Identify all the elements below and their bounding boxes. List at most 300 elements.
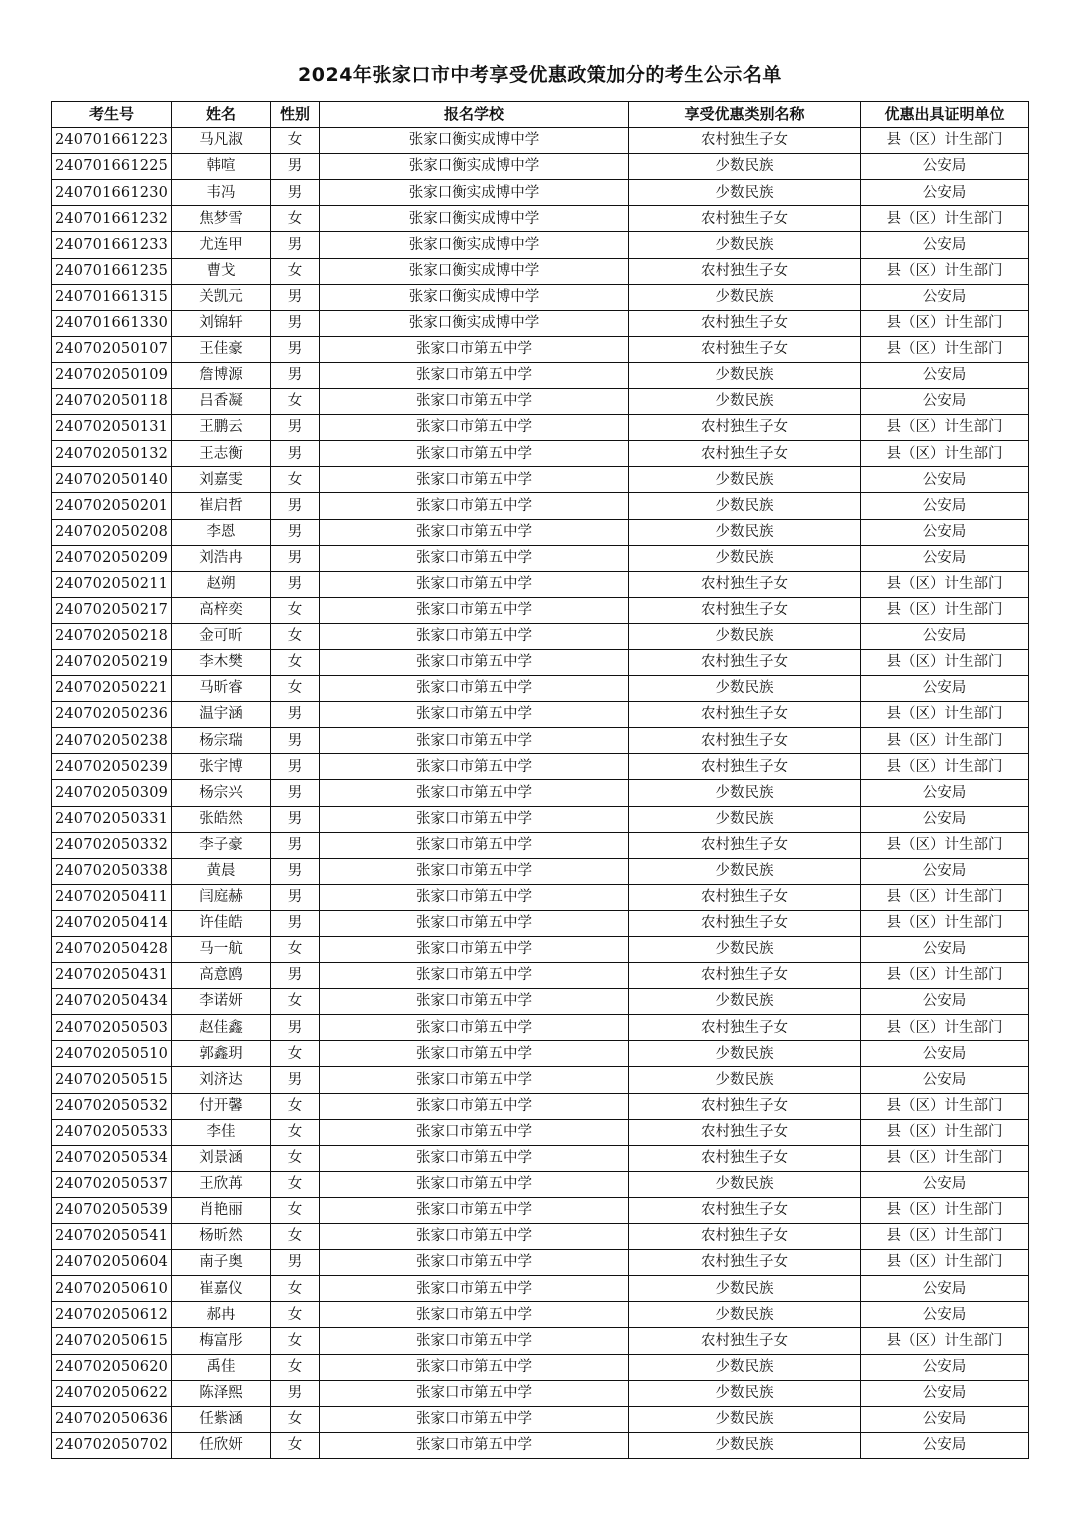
cell-exam-id: 240702050534 xyxy=(52,1145,172,1171)
table-row xyxy=(52,989,1029,1015)
cell-gender: 男 xyxy=(271,519,320,545)
cell-name: 张宇博 xyxy=(172,754,271,780)
cell-exam-id: 240702050541 xyxy=(52,1224,172,1250)
cell-gender: 女 xyxy=(271,1432,320,1458)
cell-gender: 女 xyxy=(271,1328,320,1354)
cell-certifying-unit: 县（区）计生部门 xyxy=(861,128,1029,154)
cell-school: 张家口市第五中学 xyxy=(320,858,629,884)
cell-gender: 女 xyxy=(271,258,320,284)
cell-school: 张家口市第五中学 xyxy=(320,415,629,441)
cell-exam-id: 240702050217 xyxy=(52,597,172,623)
cell-bonus-category: 少数民族 xyxy=(629,1406,861,1432)
cell-exam-id: 240702050604 xyxy=(52,1250,172,1276)
cell-gender: 女 xyxy=(271,1119,320,1145)
cell-name: 黄晨 xyxy=(172,858,271,884)
cell-bonus-category: 少数民族 xyxy=(629,1276,861,1302)
table-row xyxy=(52,963,1029,989)
table-row xyxy=(52,1224,1029,1250)
cell-gender: 女 xyxy=(271,1093,320,1119)
table-row xyxy=(52,1354,1029,1380)
cell-exam-id: 240702050218 xyxy=(52,623,172,649)
cell-name: 马凡淑 xyxy=(172,128,271,154)
cell-exam-id: 240702050309 xyxy=(52,780,172,806)
table-row xyxy=(52,441,1029,467)
cell-bonus-category: 少数民族 xyxy=(629,1302,861,1328)
cell-certifying-unit: 县（区）计生部门 xyxy=(861,1224,1029,1250)
cell-exam-id: 240701661225 xyxy=(52,154,172,180)
cell-school: 张家口市第五中学 xyxy=(320,1328,629,1354)
cell-gender: 女 xyxy=(271,1224,320,1250)
cell-school: 张家口市第五中学 xyxy=(320,571,629,597)
cell-gender: 女 xyxy=(271,1197,320,1223)
table-row xyxy=(52,649,1029,675)
cell-gender: 男 xyxy=(271,441,320,467)
table-row xyxy=(52,467,1029,493)
cell-school: 张家口市第五中学 xyxy=(320,676,629,702)
cell-bonus-category: 农村独生子女 xyxy=(629,963,861,989)
cell-gender: 男 xyxy=(271,884,320,910)
cell-certifying-unit: 县（区）计生部门 xyxy=(861,1250,1029,1276)
cell-name: 马昕睿 xyxy=(172,676,271,702)
cell-certifying-unit: 公安局 xyxy=(861,284,1029,310)
cell-certifying-unit: 公安局 xyxy=(861,467,1029,493)
cell-school: 张家口衡实成博中学 xyxy=(320,206,629,232)
cell-name: 崔嘉仪 xyxy=(172,1276,271,1302)
cell-school: 张家口市第五中学 xyxy=(320,1197,629,1223)
candidate-table xyxy=(51,101,1029,1459)
cell-name: 杨昕然 xyxy=(172,1224,271,1250)
cell-school: 张家口市第五中学 xyxy=(320,754,629,780)
cell-bonus-category: 农村独生子女 xyxy=(629,832,861,858)
table-row xyxy=(52,1171,1029,1197)
cell-certifying-unit: 公安局 xyxy=(861,519,1029,545)
cell-bonus-category: 少数民族 xyxy=(629,1041,861,1067)
cell-exam-id: 240701661233 xyxy=(52,232,172,258)
cell-certifying-unit: 公安局 xyxy=(861,937,1029,963)
cell-school: 张家口市第五中学 xyxy=(320,623,629,649)
cell-exam-id: 240702050131 xyxy=(52,415,172,441)
cell-certifying-unit: 公安局 xyxy=(861,389,1029,415)
cell-gender: 男 xyxy=(271,232,320,258)
cell-school: 张家口市第五中学 xyxy=(320,1380,629,1406)
column-header-school: 报名学校 xyxy=(320,102,629,128)
cell-certifying-unit: 公安局 xyxy=(861,180,1029,206)
cell-exam-id: 240702050118 xyxy=(52,389,172,415)
cell-name: 刘浩冉 xyxy=(172,545,271,571)
cell-name: 王欣苒 xyxy=(172,1171,271,1197)
cell-certifying-unit: 公安局 xyxy=(861,1302,1029,1328)
cell-exam-id: 240702050219 xyxy=(52,649,172,675)
cell-bonus-category: 少数民族 xyxy=(629,519,861,545)
cell-certifying-unit: 公安局 xyxy=(861,154,1029,180)
cell-gender: 男 xyxy=(271,1067,320,1093)
cell-name: 金可昕 xyxy=(172,623,271,649)
cell-name: 刘景涵 xyxy=(172,1145,271,1171)
cell-exam-id: 240702050503 xyxy=(52,1015,172,1041)
cell-exam-id: 240702050414 xyxy=(52,910,172,936)
cell-gender: 男 xyxy=(271,180,320,206)
cell-name: 张皓然 xyxy=(172,806,271,832)
table-row xyxy=(52,858,1029,884)
cell-certifying-unit: 公安局 xyxy=(861,1067,1029,1093)
cell-name: 郝冉 xyxy=(172,1302,271,1328)
cell-bonus-category: 少数民族 xyxy=(629,676,861,702)
cell-certifying-unit: 公安局 xyxy=(861,232,1029,258)
cell-exam-id: 240701661232 xyxy=(52,206,172,232)
cell-certifying-unit: 县（区）计生部门 xyxy=(861,1197,1029,1223)
cell-bonus-category: 少数民族 xyxy=(629,780,861,806)
table-row xyxy=(52,1250,1029,1276)
cell-bonus-category: 少数民族 xyxy=(629,545,861,571)
cell-bonus-category: 农村独生子女 xyxy=(629,206,861,232)
cell-bonus-category: 农村独生子女 xyxy=(629,1093,861,1119)
cell-name: 詹博源 xyxy=(172,362,271,388)
cell-bonus-category: 少数民族 xyxy=(629,1067,861,1093)
table-row xyxy=(52,1276,1029,1302)
cell-name: 付开馨 xyxy=(172,1093,271,1119)
cell-certifying-unit: 县（区）计生部门 xyxy=(861,1328,1029,1354)
cell-name: 肖艳丽 xyxy=(172,1197,271,1223)
cell-bonus-category: 农村独生子女 xyxy=(629,884,861,910)
cell-school: 张家口衡实成博中学 xyxy=(320,310,629,336)
cell-gender: 男 xyxy=(271,832,320,858)
cell-exam-id: 240702050221 xyxy=(52,676,172,702)
cell-bonus-category: 农村独生子女 xyxy=(629,1119,861,1145)
cell-gender: 男 xyxy=(271,415,320,441)
table-row xyxy=(52,154,1029,180)
cell-bonus-category: 少数民族 xyxy=(629,467,861,493)
cell-exam-id: 240702050411 xyxy=(52,884,172,910)
cell-certifying-unit: 公安局 xyxy=(861,989,1029,1015)
cell-exam-id: 240702050434 xyxy=(52,989,172,1015)
cell-name: 高意鸥 xyxy=(172,963,271,989)
cell-school: 张家口衡实成博中学 xyxy=(320,154,629,180)
cell-exam-id: 240702050132 xyxy=(52,441,172,467)
cell-bonus-category: 少数民族 xyxy=(629,1354,861,1380)
table-row xyxy=(52,728,1029,754)
cell-bonus-category: 农村独生子女 xyxy=(629,702,861,728)
cell-gender: 男 xyxy=(271,728,320,754)
cell-certifying-unit: 公安局 xyxy=(861,1380,1029,1406)
cell-exam-id: 240702050239 xyxy=(52,754,172,780)
cell-school: 张家口市第五中学 xyxy=(320,806,629,832)
cell-bonus-category: 少数民族 xyxy=(629,1171,861,1197)
cell-school: 张家口市第五中学 xyxy=(320,1276,629,1302)
cell-name: 李诺妍 xyxy=(172,989,271,1015)
cell-certifying-unit: 公安局 xyxy=(861,780,1029,806)
cell-name: 李恩 xyxy=(172,519,271,545)
table-row xyxy=(52,1041,1029,1067)
table-row xyxy=(52,623,1029,649)
table-row xyxy=(52,206,1029,232)
cell-exam-id: 240702050533 xyxy=(52,1119,172,1145)
cell-bonus-category: 少数民族 xyxy=(629,1380,861,1406)
table-row xyxy=(52,1145,1029,1171)
cell-certifying-unit: 公安局 xyxy=(861,623,1029,649)
cell-certifying-unit: 县（区）计生部门 xyxy=(861,258,1029,284)
cell-bonus-category: 少数民族 xyxy=(629,937,861,963)
cell-gender: 女 xyxy=(271,1041,320,1067)
cell-gender: 女 xyxy=(271,206,320,232)
cell-school: 张家口市第五中学 xyxy=(320,597,629,623)
cell-school: 张家口市第五中学 xyxy=(320,728,629,754)
cell-certifying-unit: 县（区）计生部门 xyxy=(861,336,1029,362)
table-row xyxy=(52,493,1029,519)
cell-school: 张家口市第五中学 xyxy=(320,649,629,675)
cell-school: 张家口市第五中学 xyxy=(320,1406,629,1432)
cell-bonus-category: 少数民族 xyxy=(629,858,861,884)
table-row xyxy=(52,884,1029,910)
cell-exam-id: 240701661330 xyxy=(52,310,172,336)
cell-bonus-category: 农村独生子女 xyxy=(629,1197,861,1223)
cell-gender: 男 xyxy=(271,1380,320,1406)
cell-gender: 男 xyxy=(271,963,320,989)
table-row xyxy=(52,519,1029,545)
cell-gender: 男 xyxy=(271,545,320,571)
table-row xyxy=(52,571,1029,597)
cell-certifying-unit: 公安局 xyxy=(861,545,1029,571)
cell-gender: 女 xyxy=(271,128,320,154)
cell-school: 张家口市第五中学 xyxy=(320,1119,629,1145)
cell-school: 张家口市第五中学 xyxy=(320,519,629,545)
cell-gender: 男 xyxy=(271,754,320,780)
cell-school: 张家口市第五中学 xyxy=(320,1224,629,1250)
cell-bonus-category: 少数民族 xyxy=(629,284,861,310)
cell-certifying-unit: 县（区）计生部门 xyxy=(861,415,1029,441)
cell-exam-id: 240702050615 xyxy=(52,1328,172,1354)
cell-gender: 女 xyxy=(271,1276,320,1302)
cell-bonus-category: 少数民族 xyxy=(629,493,861,519)
cell-gender: 女 xyxy=(271,937,320,963)
cell-name: 温宇涵 xyxy=(172,702,271,728)
cell-bonus-category: 农村独生子女 xyxy=(629,258,861,284)
cell-bonus-category: 农村独生子女 xyxy=(629,728,861,754)
table-row xyxy=(52,1302,1029,1328)
cell-gender: 男 xyxy=(271,1250,320,1276)
cell-school: 张家口市第五中学 xyxy=(320,1041,629,1067)
cell-gender: 男 xyxy=(271,571,320,597)
table-row xyxy=(52,1067,1029,1093)
cell-name: 吕香凝 xyxy=(172,389,271,415)
cell-exam-id: 240701661230 xyxy=(52,180,172,206)
table-row xyxy=(52,310,1029,336)
cell-school: 张家口市第五中学 xyxy=(320,389,629,415)
cell-certifying-unit: 公安局 xyxy=(861,362,1029,388)
cell-gender: 男 xyxy=(271,284,320,310)
cell-school: 张家口市第五中学 xyxy=(320,1093,629,1119)
cell-exam-id: 240702050537 xyxy=(52,1171,172,1197)
table-row xyxy=(52,389,1029,415)
cell-exam-id: 240702050612 xyxy=(52,1302,172,1328)
cell-exam-id: 240702050109 xyxy=(52,362,172,388)
cell-school: 张家口市第五中学 xyxy=(320,1145,629,1171)
cell-exam-id: 240702050208 xyxy=(52,519,172,545)
cell-certifying-unit: 县（区）计生部门 xyxy=(861,1119,1029,1145)
cell-bonus-category: 农村独生子女 xyxy=(629,571,861,597)
cell-bonus-category: 农村独生子女 xyxy=(629,1250,861,1276)
cell-school: 张家口市第五中学 xyxy=(320,1302,629,1328)
cell-gender: 男 xyxy=(271,806,320,832)
table-body xyxy=(52,128,1029,1459)
table-row xyxy=(52,1119,1029,1145)
cell-name: 郭鑫玥 xyxy=(172,1041,271,1067)
table-row xyxy=(52,1328,1029,1354)
cell-certifying-unit: 公安局 xyxy=(861,1171,1029,1197)
cell-gender: 男 xyxy=(271,493,320,519)
cell-certifying-unit: 公安局 xyxy=(861,806,1029,832)
cell-bonus-category: 农村独生子女 xyxy=(629,336,861,362)
cell-gender: 女 xyxy=(271,1171,320,1197)
cell-name: 韦冯 xyxy=(172,180,271,206)
cell-certifying-unit: 县（区）计生部门 xyxy=(861,649,1029,675)
cell-name: 赵朔 xyxy=(172,571,271,597)
table-row xyxy=(52,832,1029,858)
table-row xyxy=(52,1432,1029,1458)
cell-school: 张家口市第五中学 xyxy=(320,989,629,1015)
cell-school: 张家口市第五中学 xyxy=(320,702,629,728)
cell-gender: 男 xyxy=(271,910,320,936)
cell-name: 闫庭赫 xyxy=(172,884,271,910)
cell-school: 张家口市第五中学 xyxy=(320,336,629,362)
cell-certifying-unit: 县（区）计生部门 xyxy=(861,597,1029,623)
cell-bonus-category: 少数民族 xyxy=(629,180,861,206)
cell-certifying-unit: 县（区）计生部门 xyxy=(861,910,1029,936)
cell-name: 陈泽熙 xyxy=(172,1380,271,1406)
cell-certifying-unit: 公安局 xyxy=(861,493,1029,519)
cell-school: 张家口市第五中学 xyxy=(320,1067,629,1093)
cell-certifying-unit: 公安局 xyxy=(861,1354,1029,1380)
cell-gender: 女 xyxy=(271,389,320,415)
cell-school: 张家口市第五中学 xyxy=(320,441,629,467)
cell-exam-id: 240702050610 xyxy=(52,1276,172,1302)
cell-certifying-unit: 县（区）计生部门 xyxy=(861,571,1029,597)
cell-exam-id: 240701661235 xyxy=(52,258,172,284)
table-row xyxy=(52,910,1029,936)
cell-certifying-unit: 公安局 xyxy=(861,1432,1029,1458)
cell-certifying-unit: 公安局 xyxy=(861,858,1029,884)
cell-school: 张家口市第五中学 xyxy=(320,1432,629,1458)
cell-certifying-unit: 公安局 xyxy=(861,1276,1029,1302)
cell-name: 杨宗瑞 xyxy=(172,728,271,754)
cell-bonus-category: 少数民族 xyxy=(629,1432,861,1458)
cell-school: 张家口市第五中学 xyxy=(320,493,629,519)
cell-school: 张家口市第五中学 xyxy=(320,910,629,936)
cell-certifying-unit: 公安局 xyxy=(861,1406,1029,1432)
cell-name: 许佳皓 xyxy=(172,910,271,936)
cell-gender: 女 xyxy=(271,1145,320,1171)
table-row xyxy=(52,232,1029,258)
table-row xyxy=(52,1093,1029,1119)
cell-certifying-unit: 县（区）计生部门 xyxy=(861,1015,1029,1041)
cell-certifying-unit: 县（区）计生部门 xyxy=(861,1145,1029,1171)
cell-certifying-unit: 县（区）计生部门 xyxy=(861,832,1029,858)
cell-school: 张家口衡实成博中学 xyxy=(320,284,629,310)
cell-exam-id: 240702050702 xyxy=(52,1432,172,1458)
table-row xyxy=(52,180,1029,206)
cell-exam-id: 240702050140 xyxy=(52,467,172,493)
cell-bonus-category: 少数民族 xyxy=(629,989,861,1015)
table-row xyxy=(52,754,1029,780)
cell-name: 梅富彤 xyxy=(172,1328,271,1354)
cell-exam-id: 240702050238 xyxy=(52,728,172,754)
cell-certifying-unit: 县（区）计生部门 xyxy=(861,884,1029,910)
cell-name: 南子奥 xyxy=(172,1250,271,1276)
table-row xyxy=(52,128,1029,154)
cell-gender: 男 xyxy=(271,780,320,806)
cell-exam-id: 240702050201 xyxy=(52,493,172,519)
cell-bonus-category: 农村独生子女 xyxy=(629,1224,861,1250)
cell-exam-id: 240702050515 xyxy=(52,1067,172,1093)
page-title: 2024年张家口市中考享受优惠政策加分的考生公示名单 xyxy=(298,64,782,86)
cell-name: 禹佳 xyxy=(172,1354,271,1380)
cell-name: 崔启哲 xyxy=(172,493,271,519)
cell-certifying-unit: 县（区）计生部门 xyxy=(861,702,1029,728)
cell-name: 刘嘉雯 xyxy=(172,467,271,493)
table-row xyxy=(52,806,1029,832)
cell-school: 张家口衡实成博中学 xyxy=(320,180,629,206)
cell-gender: 女 xyxy=(271,1354,320,1380)
cell-gender: 男 xyxy=(271,154,320,180)
cell-gender: 男 xyxy=(271,858,320,884)
cell-name: 关凯元 xyxy=(172,284,271,310)
table-row xyxy=(52,1015,1029,1041)
cell-gender: 女 xyxy=(271,649,320,675)
cell-exam-id: 240702050236 xyxy=(52,702,172,728)
table-row xyxy=(52,702,1029,728)
cell-school: 张家口市第五中学 xyxy=(320,963,629,989)
cell-exam-id: 240702050209 xyxy=(52,545,172,571)
cell-school: 张家口市第五中学 xyxy=(320,467,629,493)
cell-bonus-category: 少数民族 xyxy=(629,154,861,180)
cell-exam-id: 240702050431 xyxy=(52,963,172,989)
cell-gender: 女 xyxy=(271,623,320,649)
column-header-name: 姓名 xyxy=(172,102,271,128)
cell-certifying-unit: 县（区）计生部门 xyxy=(861,963,1029,989)
cell-school: 张家口市第五中学 xyxy=(320,832,629,858)
cell-gender: 女 xyxy=(271,467,320,493)
cell-bonus-category: 农村独生子女 xyxy=(629,415,861,441)
cell-name: 尤连甲 xyxy=(172,232,271,258)
cell-bonus-category: 农村独生子女 xyxy=(629,1328,861,1354)
cell-certifying-unit: 县（区）计生部门 xyxy=(861,754,1029,780)
cell-name: 韩喧 xyxy=(172,154,271,180)
cell-gender: 男 xyxy=(271,362,320,388)
table-row xyxy=(52,545,1029,571)
cell-name: 刘锦轩 xyxy=(172,310,271,336)
cell-name: 高梓奕 xyxy=(172,597,271,623)
cell-certifying-unit: 县（区）计生部门 xyxy=(861,441,1029,467)
cell-bonus-category: 少数民族 xyxy=(629,806,861,832)
cell-exam-id: 240702050211 xyxy=(52,571,172,597)
cell-exam-id: 240702050338 xyxy=(52,858,172,884)
table-row xyxy=(52,336,1029,362)
column-header-certifying-unit: 优惠出具证明单位 xyxy=(861,102,1029,128)
cell-school: 张家口市第五中学 xyxy=(320,545,629,571)
cell-school: 张家口市第五中学 xyxy=(320,780,629,806)
cell-name: 杨宗兴 xyxy=(172,780,271,806)
table-row xyxy=(52,780,1029,806)
cell-name: 王鹏云 xyxy=(172,415,271,441)
cell-bonus-category: 少数民族 xyxy=(629,389,861,415)
cell-school: 张家口市第五中学 xyxy=(320,1250,629,1276)
table-row xyxy=(52,284,1029,310)
cell-gender: 女 xyxy=(271,1406,320,1432)
cell-certifying-unit: 县（区）计生部门 xyxy=(861,310,1029,336)
table-row xyxy=(52,676,1029,702)
table-row xyxy=(52,362,1029,388)
cell-exam-id: 240702050620 xyxy=(52,1354,172,1380)
cell-name: 刘济达 xyxy=(172,1067,271,1093)
